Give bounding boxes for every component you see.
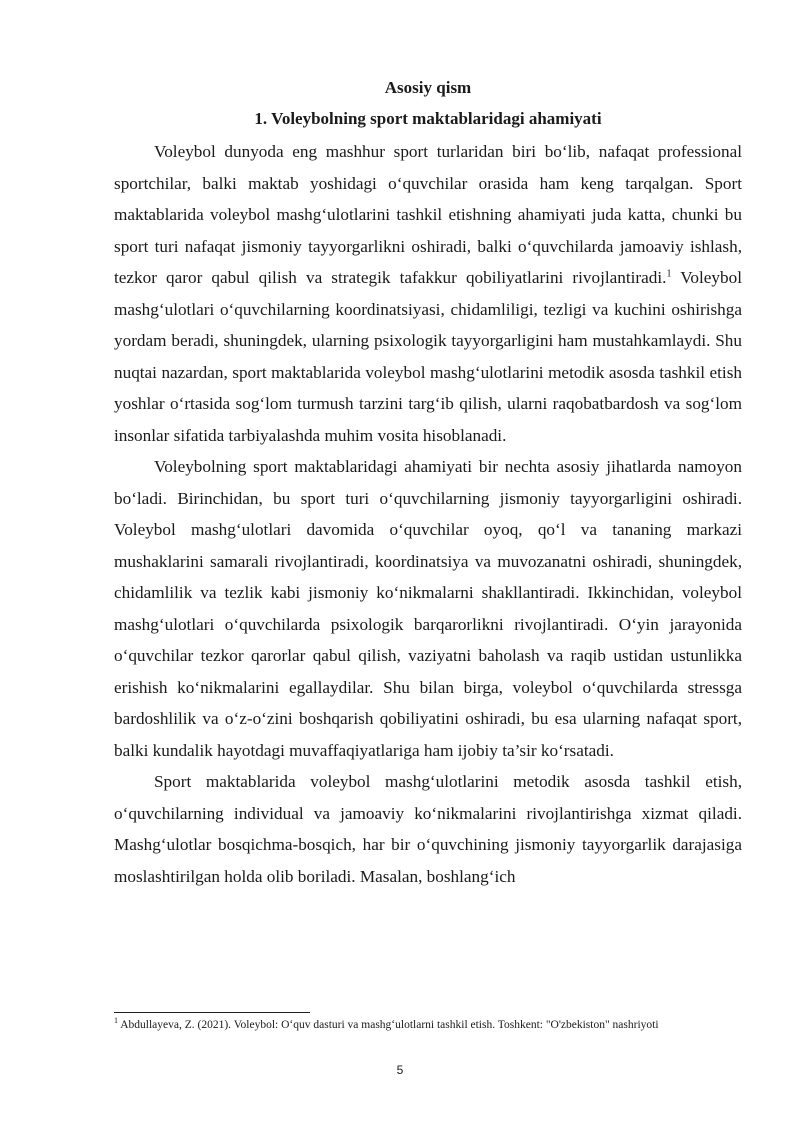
paragraph-1-part-a: Voleybol dunyoda eng mashhur sport turlaridan biri bo‘lib, nafaqat professional sportchilar, balki maktab yoshidagi o‘quvchilar orasida ham keng tarqalgan. Sport maktablarida voleybol mashg‘ulotlarini tashkil etishning ahamiyati juda katta, chunki bu sport turi nafaqat jismoniy tayyorgarlikni oshiradi, balki o‘quvchilarda jamoaviy ishlash, tezkor qaror qabul qilish va strategik tafakkur qobiliyatlarini rivojlantiradi.	[114, 142, 742, 287]
paragraph-1	[114, 136, 742, 451]
paragraph-3: Sport maktablarida voleybol mashg‘ulotlarini metodik asosda tashkil etish, o‘quvchilarning individual va jamoaviy ko‘nikmalarini rivojlantirishga xizmat qiladi. Mashg‘ulotlar bosqichma-bosqich, har bir o‘quvchining jismoniy tayyorgarlik darajasiga moslashtirilgan holda olib boriladi. Masalan, boshlang‘ich	[114, 772, 742, 886]
footnote-text: Abdullayeva, Z. (2021). Voleybol: O‘quv dasturi va mashg‘ulotlarni tashkil etish. Toshkent: "O'zbekiston" nashriyoti	[118, 1019, 659, 1031]
paragraph-2: Voleybolning sport maktablaridagi ahamiyati bir nechta asosiy jihatlarda namoyon bo‘ladi. Birinchidan, bu sport turi o‘quvchilarning jismoniy tayyorgarligini oshiradi. Voleybol mashg‘ulotlari davomida o‘quvchilar oyoq, qo‘l va tananing markazi mushaklarini samarali rivojlantiradi, koordinatsiya va muvozanatni oshiradi, shuningdek, chidamlilik va tezlik kabi jismoniy ko‘nikmalarni shakllantiradi. Ikkinchidan, voleybol mashg‘ulotlari o‘quvchilarda psixologik barqarorlikni rivojlantiradi. O‘yin jarayonida o‘quvchilar tezkor qarorlar qabul qilish, vaziyatni baholash va raqib ustidan ustunlikka erishish ko‘nikmalarini egallaydilar. Shu bilan birga, voleybol o‘quvchilarda stressga bardoshlilik va o‘z-o‘zini boshqarish qobiliyatini oshiradi, bu esa ularning nafaqat sport, balki kundalik hayotdagi muvaffaqiyatlariga ham ijobiy ta’sir ko‘rsatadi.	[114, 457, 742, 760]
footnote-mark: 1	[114, 1016, 118, 1026]
chapter-title: 1. Voleybolning sport maktablaridagi ahamiyati	[254, 109, 602, 128]
paragraph-1-part-b: Voleybol mashg‘ulotlari o‘quvchilarning koordinatsiyasi, chidamliligi, tezligi va kuchini oshirishga yordam beradi, shuningdek, ularning psixologik tayyorgarligini ham mustahkamlaydi. Shu nuqtai nazardan, sport maktablarida voleybol mashg‘ulotlarini metodik asosda tashkil etish yoshlar o‘rtasida sog‘lom turmush tarzini targ‘ib qilish, ularni raqobatbardosh va sog‘lom insonlar sifatida tarbiyalashda muhim vosita hisoblanadi.	[114, 268, 742, 445]
body-text	[114, 136, 742, 892]
section-heading: Asosiy qism	[384, 78, 472, 97]
page-number: 5	[396, 1063, 404, 1077]
footnote-reference: 1	[666, 268, 672, 280]
footnote-divider	[114, 1012, 310, 1013]
footnote	[114, 1017, 714, 1034]
